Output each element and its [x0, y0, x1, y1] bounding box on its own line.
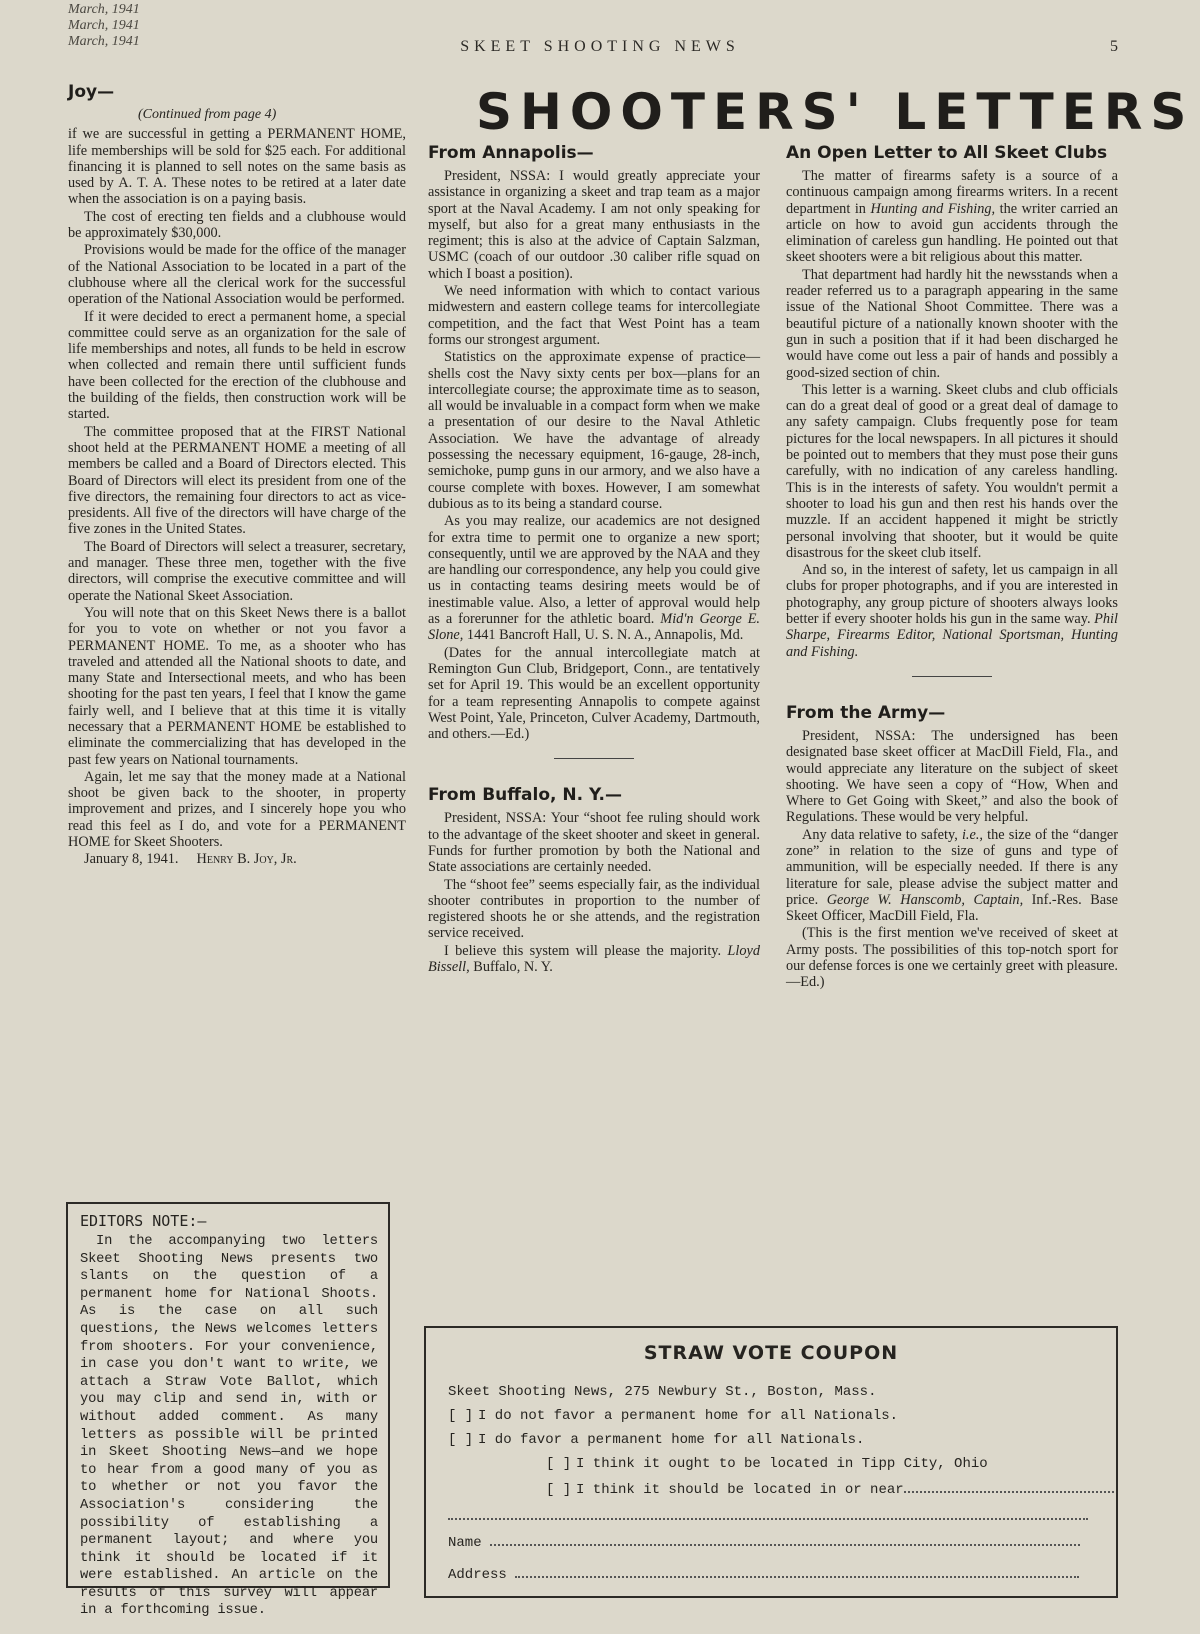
signature — [68, 851, 406, 867]
page-number: 5 — [1110, 38, 1118, 55]
buffalo-heading: From Buffalo, N. Y.— — [428, 785, 622, 806]
name-field[interactable] — [448, 1532, 1080, 1551]
option-not-favor[interactable]: [ ] I do not favor a permanent home for all Nationals. — [448, 1408, 899, 1424]
coupon-title: STRAW VOTE COUPON — [643, 1342, 899, 1364]
army-heading: From the Army— — [786, 702, 946, 723]
annapolis-heading: From Annapolis— — [428, 143, 594, 163]
checkbox[interactable]: [ ] — [448, 1408, 474, 1424]
option-other-location[interactable]: [ ] I think it should be located in or near — [546, 1479, 1114, 1498]
divider — [554, 758, 634, 759]
paragraph: That department had hardly hit the newsstands when a reader referred us to a paragraph appearing in the same issue of the National Shoot Committee. There was a beautiful picture of a nationally known shooter with the gun in such a position that if it had been discharged he would have come out less a pair of hands and possibly a good-sized section of chin. — [786, 266, 1118, 381]
paragraph: Provisions would be made for the office of the manager of the National Association to be located in a part of the clubhouse where all the clerical work for the successful operation of the National Association would be performed. — [68, 242, 406, 308]
middle-column — [428, 143, 760, 975]
open-letter-heading: An Open Letter to All Skeet Clubs — [786, 143, 1108, 163]
joy-article — [68, 82, 406, 868]
continued-note: (Continued from page 4) — [138, 107, 277, 122]
running-title: SKEET SHOOTING NEWS — [460, 38, 740, 55]
joy-heading: Joy— — [68, 82, 115, 102]
paragraph: The “shoot fee” seems especially fair, as the individual shooter contributes in proportion to the number of registered shoots he or she attends, and the registration service received. — [428, 876, 760, 942]
paragraph: Again, let me say that the money made at a National shoot be given back to the shooter, in property improvement and prizes, and I sincerely hope you who read this feel as I do, and vote for a PERMANENT HOME for Skeet Shooters. — [68, 768, 406, 851]
straw-vote-coupon — [424, 1326, 1118, 1598]
paragraph: The committee proposed that at the FIRST National shoot held at the PERMANENT HOME a meeting of all members be called and a Board of Directors elected. This Board of Directors will elect its president from one of the five directors, the remaining four directors to act as vice-presidents. All five of the directors will have charge of the five zones in the United States. — [68, 423, 406, 538]
date-stamp: March, 1941 — [68, 2, 140, 17]
letter-signature: George W. Hanscomb, Captain, — [826, 891, 1024, 908]
divider — [912, 676, 992, 677]
paragraph: The cost of erecting ten fields and a clubhouse would be approximately $30,000. — [68, 208, 406, 242]
option-favor[interactable]: [ ] I do favor a permanent home for all Nationals. — [448, 1432, 865, 1448]
location-blank[interactable] — [904, 1479, 1114, 1493]
address-field[interactable] — [448, 1564, 1079, 1583]
paragraph: The Board of Directors will select a treasurer, secretary, and manager. These three men, together with the five directors, will comprise the executive committee and will operate the National Skeet Association. — [68, 538, 406, 604]
paragraph: Any data relative to safety, i.e., the size of the “danger zone” in relation to the size of guns and type of ammunition, will be especially needed. If there is any literature for sale, please advise the subject matter and price. George W. Hanscomb, Captain, Inf.-Res. Base Skeet Officer, MacDill Field, Fla. — [786, 826, 1119, 925]
paragraph: You will note that on this Skeet News there is a ballot for you to vote on whether or not you favor a PERMANENT HOME. To me, as a shooter who has traveled and attended all the National shoots to date, and many State and Intersectional meets, and who has been shooting for the past ten years, I feel that I know the game fairly well, and I believe that at this time it is vitally necessary that a PERMANENT HOME be established to eliminate the commercializing that has developed in the past few years on National tournaments. — [68, 604, 406, 768]
paragraph: if we are successful in getting a PERMANENT HOME, life memberships will be sold for $25 each. For additional financing it is planned to sell notes on the same basis as used by A. T. A. These notes to be retired at a later date when the association is on a paying basis. — [68, 126, 406, 208]
option-tipp-city[interactable]: [ ] I think it ought to be located in Tipp City, Ohio — [546, 1456, 988, 1472]
editors-note-body: In the accompanying two letters Skeet Shooting News presents two slants on the question of a permanent home for National Shoots. As is the case on all such questions, the News welcomes letters from shooters. For your convenience, in case you don't want to write, we attach a Straw Vote Ballot, which you may clip and send in, with or without added comment. As many letters as possible will be printed in Skeet Shooting News—and we hope to hear from a good many of you as to whether or not you favor the Association's considering the possibility of establishing a permanent layout; and where you think it should be located if it were established. An article on the results of this survey will appear in a forthcoming issue. — [80, 1234, 378, 1619]
paragraph: As you may realize, our academics are not designed for extra time to permit one to organize a new sport; consequently, until we are approved by the NAA and they are handling our correspondence, any help you could give us in contacting teams desiring meets would be of inestimable value. Also, a letter of approval would help as a forerunner for the athletic board. Mid'n George E. Slone, 1441 Bancroft Hall, U. S. N. A., Annapolis, Md. — [428, 513, 761, 644]
paragraph: (This is the first mention we've received of skeet at Army posts. The possibilities of this top-notch sport for our defense forces is one we certainly greet with pleasure.—Ed.) — [786, 925, 1118, 991]
paragraph: President, NSSA: Your “shoot fee ruling should work to the advantage of the skeet shooter and skeet in general. Funds for further promotion by both the National and State associations are certainly needed. — [428, 810, 760, 876]
editors-note-title: EDITORS NOTE:— — [80, 1212, 207, 1230]
letter-signature: Mid'n George E. Slone, — [428, 611, 761, 644]
checkbox[interactable]: [ ] — [546, 1482, 572, 1498]
location-continuation[interactable] — [448, 1506, 1088, 1525]
magazine-title: Hunting and Fishing, — [870, 200, 996, 217]
paragraph: I believe this system will please the majority. Lloyd Bissell, Buffalo, N. Y. — [428, 942, 760, 976]
sign-date: January 8, 1941. — [84, 851, 179, 868]
right-column — [786, 143, 1118, 991]
letter-signature: Lloyd Bissell, — [428, 942, 760, 976]
name-blank[interactable] — [490, 1532, 1080, 1546]
blank-line[interactable] — [448, 1506, 1088, 1520]
paragraph: President, NSSA: The undersigned has been designated base skeet officer at MacDill Field, Fla., and would appreciate any literature on the subject of skeet shooting. We have seen a copy of “How, When and Where to Get Going with Skeet,” and also the book of Regulations. These would be very helpful. — [786, 727, 1118, 826]
paragraph: President, NSSA: I would greatly appreciate your assistance in organizing a skeet and trap team as a major sport at the Naval Academy. I am not only speaking for myself, but also for a great many enthusiasts in the regiment; this is also at the advice of Captain Salzman, USMC (coach of our outdoor .30 caliber rifle squad on which I boast a position). — [428, 168, 760, 282]
letter-signature: Phil Sharpe, Firearms Editor, National Sportsman, Hunting and Fishing. — [786, 611, 1118, 660]
address-blank[interactable] — [515, 1564, 1079, 1578]
editors-note-box — [66, 1202, 390, 1619]
section-banner: SHOOTERS' LETTERS — [476, 83, 1195, 141]
paragraph: Statistics on the approximate expense of practice—shells cost the Navy sixty cents per box—plans for an intercollegiate course; the approximate time as to season, all would be invaluable in a compact form when we make a presentation of our desire to the Naval Athletic Association. We have the advantage of already possessing the necessary equipment, 16-gauge, 28-inch, semichoke, pump guns in our armory, and we also have a course complete with boxes. However, I am somewhat dubious as to its being a standard course. — [428, 349, 760, 512]
paragraph: And so, in the interest of safety, let us campaign in all clubs for proper photographs, and if you are interested in photography, any group picture of shooters always looks better if every shooter holds his gun in the same way. Phil Sharpe, Firearms Editor, National Sportsman, Hunting and Fishing. — [786, 562, 1118, 660]
sign-name: Henry B. Joy, Jr. — [196, 851, 297, 868]
date-stamp: March, 1941 — [68, 34, 140, 49]
paragraph: (Dates for the annual intercollegiate match at Remington Gun Club, Bridgeport, Conn., are tentatively set for April 19. This would be an excellent opportunity for a team representing Annapolis to compete against West Point, Yale, Princeton, Culver Academy, Dartmouth, and others.—Ed.) — [428, 644, 760, 743]
address-label: Address — [448, 1567, 507, 1583]
date-stamp: March, 1941 — [68, 18, 140, 33]
paragraph: We need information with which to contact various midwestern and eastern college teams for intercollegiate competition, and the fact that West Point has a team forms our strongest argument. — [428, 283, 760, 348]
paragraph: If it were decided to erect a permanent home, a special committee could serve as an organization for the sale of life memberships and notes, all funds to be held in escrow when collected and remain there until sufficient funds have been collected for the erection of the clubhouse and the building of the fields, then construction work will be started. — [68, 308, 406, 423]
coupon-address: Skeet Shooting News, 275 Newbury St., Boston, Mass. — [448, 1384, 877, 1400]
paragraph: The matter of firearms safety is a source of a continuous campaign among firearms writers. In a recent department in Hunting and Fishing, the writer carried an article on how to avoid gun accidents through the elimination of careless gun handling. He pointed out that skeet shooters were a bit religious about this matter. — [786, 168, 1119, 266]
paragraph: This letter is a warning. Skeet clubs and club officials can do a great deal of good or a great deal of damage to any safety campaign. Clubs frequently pose for team pictures for the local newspapers. In all pictures it should be pointed out to members that they must pose their guns carefully, with no indication of any careless handling. This is in the interests of safety. You wouldn't permit a shooter to load his gun and then rest his hands over the muzzle. If an accident happened it might be strictly personal involving that shooter, but it would be quite disastrous for the skeet club itself. — [786, 381, 1118, 561]
name-label: Name — [448, 1535, 482, 1551]
checkbox[interactable]: [ ] — [546, 1456, 572, 1472]
checkbox[interactable]: [ ] — [448, 1432, 474, 1448]
